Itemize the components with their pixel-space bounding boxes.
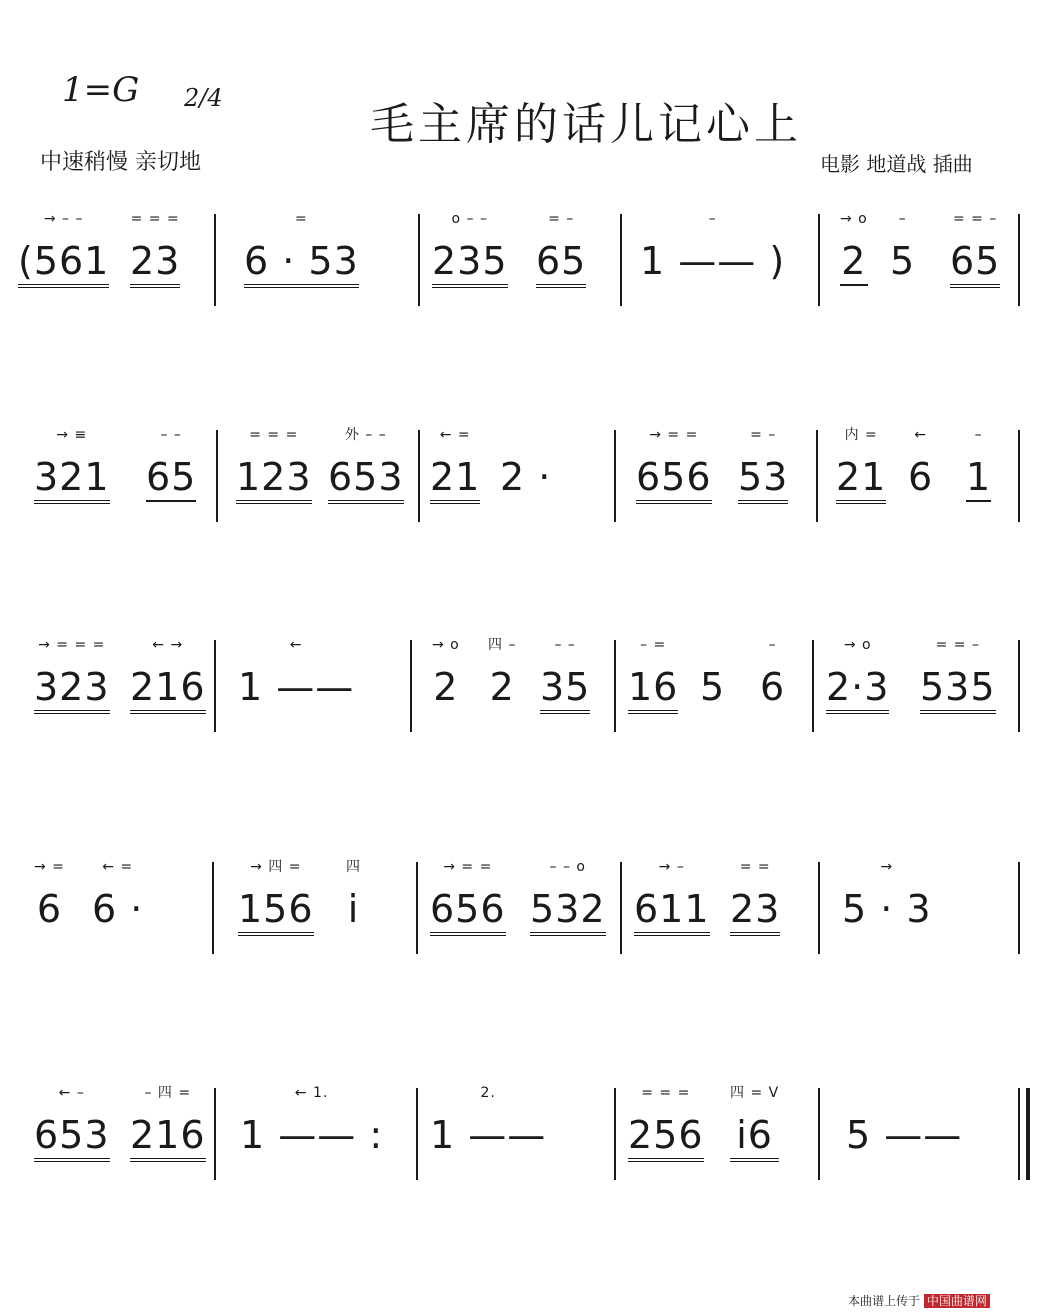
note-group [240,1086,383,1156]
bowing-marks: → – – [43,211,84,227]
bowing-marks: → – [658,859,685,875]
note-digits: 5 [700,665,726,709]
bowing-marks: = = = [641,1085,691,1101]
bowing-marks: = = = [130,211,180,227]
note-digits: 1 —— [430,1113,547,1157]
song-title: 毛主席的话儿记心上 [370,99,802,150]
bowing-marks: – = [640,637,667,653]
bowing-marks: ← 1. [294,1085,329,1101]
note-digits: 532 [530,888,606,936]
bowing-marks: → = = = [38,637,106,653]
note-digits: 6 · 53 [244,240,359,288]
bowing-marks [700,638,725,666]
bowing-marks: – [708,211,717,227]
barline [214,1088,216,1180]
bowing-marks: ← [914,427,927,443]
barline [418,430,420,522]
bowing-marks: – [974,427,983,443]
barline [418,214,420,306]
note-group [432,212,508,288]
note-group [950,212,1000,288]
note-digits: 16 [628,666,678,714]
note-group [826,638,889,714]
bowing-marks: 外 – – [344,427,387,443]
note-digits: 653 [34,1114,110,1162]
barline [1018,430,1020,522]
bowing-marks: – – o [549,859,586,875]
tempo-marking: 中速稍慢 亲切地 [40,150,201,175]
note-group [34,860,65,930]
note-digits: 21 [836,456,886,504]
note-group [628,638,678,714]
note-group [966,428,991,502]
bowing-marks: = – [548,211,575,227]
time-signature: 2/4 [184,84,223,112]
note-digits: 156 [238,888,314,936]
note-digits: 1 —— : [240,1113,384,1157]
bowing-marks: 四 [346,859,361,875]
note-digits: 65 [536,240,586,288]
note-group [730,860,780,936]
note-group [430,428,480,504]
bowing-marks: ← = [102,859,134,875]
source-credit: 电影 地道战 插曲 [820,152,973,176]
note-digits: 6 · [92,887,144,931]
bowing-marks: = = = [249,427,299,443]
site-logo: 中国曲谱网 [924,1294,990,1308]
barline [214,640,216,732]
final-barline [1026,1088,1030,1180]
note-group [738,428,788,504]
note-group [244,212,359,288]
bowing-marks: → ≡ [56,427,88,443]
bowing-marks: – [768,637,777,653]
note-digits: 35 [540,666,590,714]
bowing-marks: → = = [443,859,493,875]
bowing-marks: ← [289,637,303,653]
bowing-marks: – – [554,637,576,653]
note-group [730,1086,779,1162]
note-digits: 6 [760,665,786,709]
note-group [920,638,996,714]
barline [416,862,418,954]
key-signature: 1=G [62,70,140,110]
barline [1018,1088,1020,1180]
note-digits: 1 [966,456,991,502]
bowing-marks: = – [750,427,777,443]
note-digits: 323 [34,666,110,714]
barline [812,640,814,732]
note-group [430,860,506,936]
note-group [536,212,586,288]
footer-text: 本曲谱上传于 [848,1294,921,1308]
note-group [760,638,785,708]
note-group [836,428,886,504]
bowing-marks: 四 = V [730,1085,780,1101]
footer [848,1292,990,1309]
note-group [890,212,915,282]
bowing-marks: → = = [649,427,699,443]
note-group [130,1086,206,1162]
note-group [130,212,180,288]
note-group [540,638,590,714]
barline [1018,214,1020,306]
bowing-marks: → o [843,637,872,653]
note-group [908,428,933,498]
note-digits: 2 [433,665,459,709]
note-group [328,428,404,504]
note-digits: 656 [430,888,506,936]
note-digits: 5 · 3 [842,887,932,931]
bowing-marks [846,1086,962,1114]
note-digits: 216 [130,666,206,714]
note-digits: 2 · [500,455,552,499]
note-group [634,860,710,936]
note-group [628,1086,704,1162]
note-group [146,428,196,502]
note-group [500,428,551,498]
bowing-marks: = = – [952,211,998,227]
bowing-marks [500,428,551,456]
barline [1018,862,1020,954]
note-digits: 656 [636,456,712,504]
barline [410,640,412,732]
barline [416,1088,418,1180]
bowing-marks: 2. [480,1085,496,1101]
barline [818,862,820,954]
note-group [842,860,932,930]
note-group [34,1086,110,1162]
note-digits: 216 [130,1114,206,1162]
note-group [636,428,712,504]
note-group [700,638,725,708]
barline [216,430,218,522]
barline [212,862,214,954]
note-digits: (561 [18,240,109,288]
bowing-marks: → o [840,211,868,227]
barline [614,640,616,732]
note-group [840,212,868,286]
note-digits: 65 [146,456,196,502]
bowing-marks: → o [432,637,460,653]
bowing-marks: = [295,211,308,227]
bowing-marks: 内 = [844,427,878,443]
barline [620,214,622,306]
bowing-marks: ← = [439,427,471,443]
barline [818,1088,820,1180]
note-digits: 5 [890,239,916,283]
note-digits: 611 [634,888,710,936]
note-digits: 6 [36,887,63,931]
bowing-marks: ← – [58,1085,85,1101]
note-digits: 256 [628,1114,704,1162]
note-digits: 235 [432,240,508,288]
note-digits: 535 [920,666,996,714]
barline [816,430,818,522]
barline [1018,640,1020,732]
bowing-marks: = = [739,859,771,875]
note-group [34,638,110,714]
note-digits: 53 [738,456,788,504]
bowing-marks: → 四 = [250,859,302,875]
note-digits: i6 [730,1114,779,1162]
note-group [846,1086,962,1156]
barline [614,1088,616,1180]
note-group [236,428,312,504]
note-digits: 21 [430,456,480,504]
note-group [238,860,314,936]
bowing-marks: = = – [935,637,980,653]
note-digits: 1 —— [238,665,355,709]
note-group [238,638,354,708]
bowing-marks: – 四 = [144,1085,192,1101]
note-digits: 23 [730,888,780,936]
note-group [430,1086,546,1156]
barline [614,430,616,522]
note-digits: 321 [34,456,110,504]
note-group [92,860,143,930]
note-digits: 2 [840,240,868,286]
bowing-marks: → = [34,859,65,875]
bowing-marks: 四 – [488,637,517,653]
note-digits: 23 [130,240,180,288]
note-group [346,860,361,930]
bowing-marks: – [898,211,907,227]
note-group [640,212,785,282]
barline [818,214,820,306]
note-digits: 2 [489,665,515,709]
barline [214,214,216,306]
bowing-marks: ← → [152,637,184,653]
bowing-marks: o – – [451,211,488,227]
note-digits: 6 [908,455,934,499]
note-group [34,428,110,504]
note-digits: 1 —— ) [640,239,786,283]
note-group [432,638,460,708]
note-digits: 123 [236,456,312,504]
note-digits: i [347,887,360,931]
barline [620,862,622,954]
note-digits: 5 —— [846,1113,963,1157]
note-group [18,212,109,288]
note-group [530,860,606,936]
note-group [130,638,206,714]
note-group [488,638,516,708]
note-digits: 2·3 [826,666,889,714]
bowing-marks: – – [160,427,182,443]
note-digits: 653 [328,456,404,504]
note-digits: 65 [950,240,1000,288]
bowing-marks: → [880,859,894,875]
